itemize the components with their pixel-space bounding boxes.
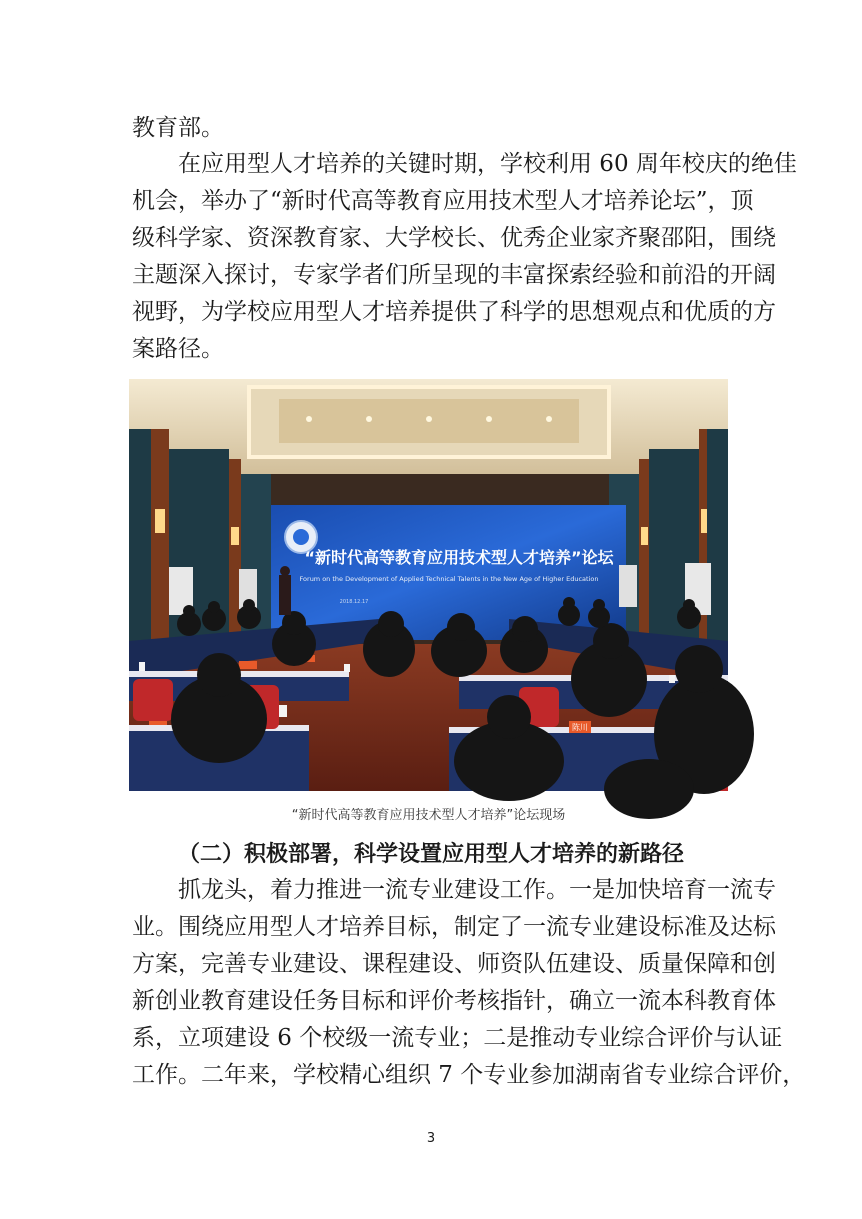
- text-line: 抓龙头，着力推进一流专业建设工作。一是加快培育一流专: [178, 877, 776, 903]
- text-line: 教育部。: [132, 115, 224, 141]
- paragraph-forum: [132, 146, 797, 368]
- banner-title: “新时代高等教育应用技术型人才培养”论坛: [304, 548, 614, 567]
- text-line: 系，立项建设 6 个校级一流专业；二是推动专业综合评价与认证: [132, 1025, 783, 1051]
- text-line: 案路径。: [132, 336, 224, 362]
- banner-date: 2018.12.17: [339, 599, 369, 605]
- text-line: 方案，完善专业建设、课程建设、师资队伍建设、质量保障和创: [132, 951, 776, 977]
- text-line: 主题深入探讨，专家学者们所呈现的丰富探索经验和前沿的开阔: [132, 262, 776, 288]
- text-line: 工作。二年来，学校精心组织 7 个专业参加湖南省专业综合评价，: [132, 1062, 806, 1088]
- banner-subtitle: Forum on the Development of Applied Technical Talents in the New Age of Higher Education: [299, 575, 599, 583]
- nameplate: 陈川: [572, 723, 588, 732]
- text-line: 级科学家、资深教育家、大学校长、优秀企业家齐聚邵阳，围绕: [132, 225, 776, 251]
- text-line: 在应用型人才培养的关键时期，学校利用 60 周年校庆的绝佳: [178, 151, 797, 177]
- text-line: 新创业教育建设任务目标和评价考核指针，确立一流本科教育体: [132, 988, 776, 1014]
- text-line: 业。围绕应用型人才培养目标，制定了一流专业建设标准及达标: [132, 914, 776, 940]
- photo-caption: “新时代高等教育应用技术型人才培养”论坛现场: [291, 808, 566, 823]
- paragraph-intro-end: [132, 110, 730, 147]
- paragraph-first-class-majors: [132, 872, 806, 1094]
- section-heading: （二）积极部署，科学设置应用型人才培养的新路径: [178, 842, 685, 867]
- forum-photo: [129, 379, 728, 791]
- text-line: 机会，举办了“新时代高等教育应用技术型人才培养论坛”，顶: [132, 188, 754, 214]
- text-line: 视野，为学校应用型人才培养提供了科学的思想观点和优质的方: [132, 299, 776, 325]
- page-number: 3: [426, 1131, 436, 1146]
